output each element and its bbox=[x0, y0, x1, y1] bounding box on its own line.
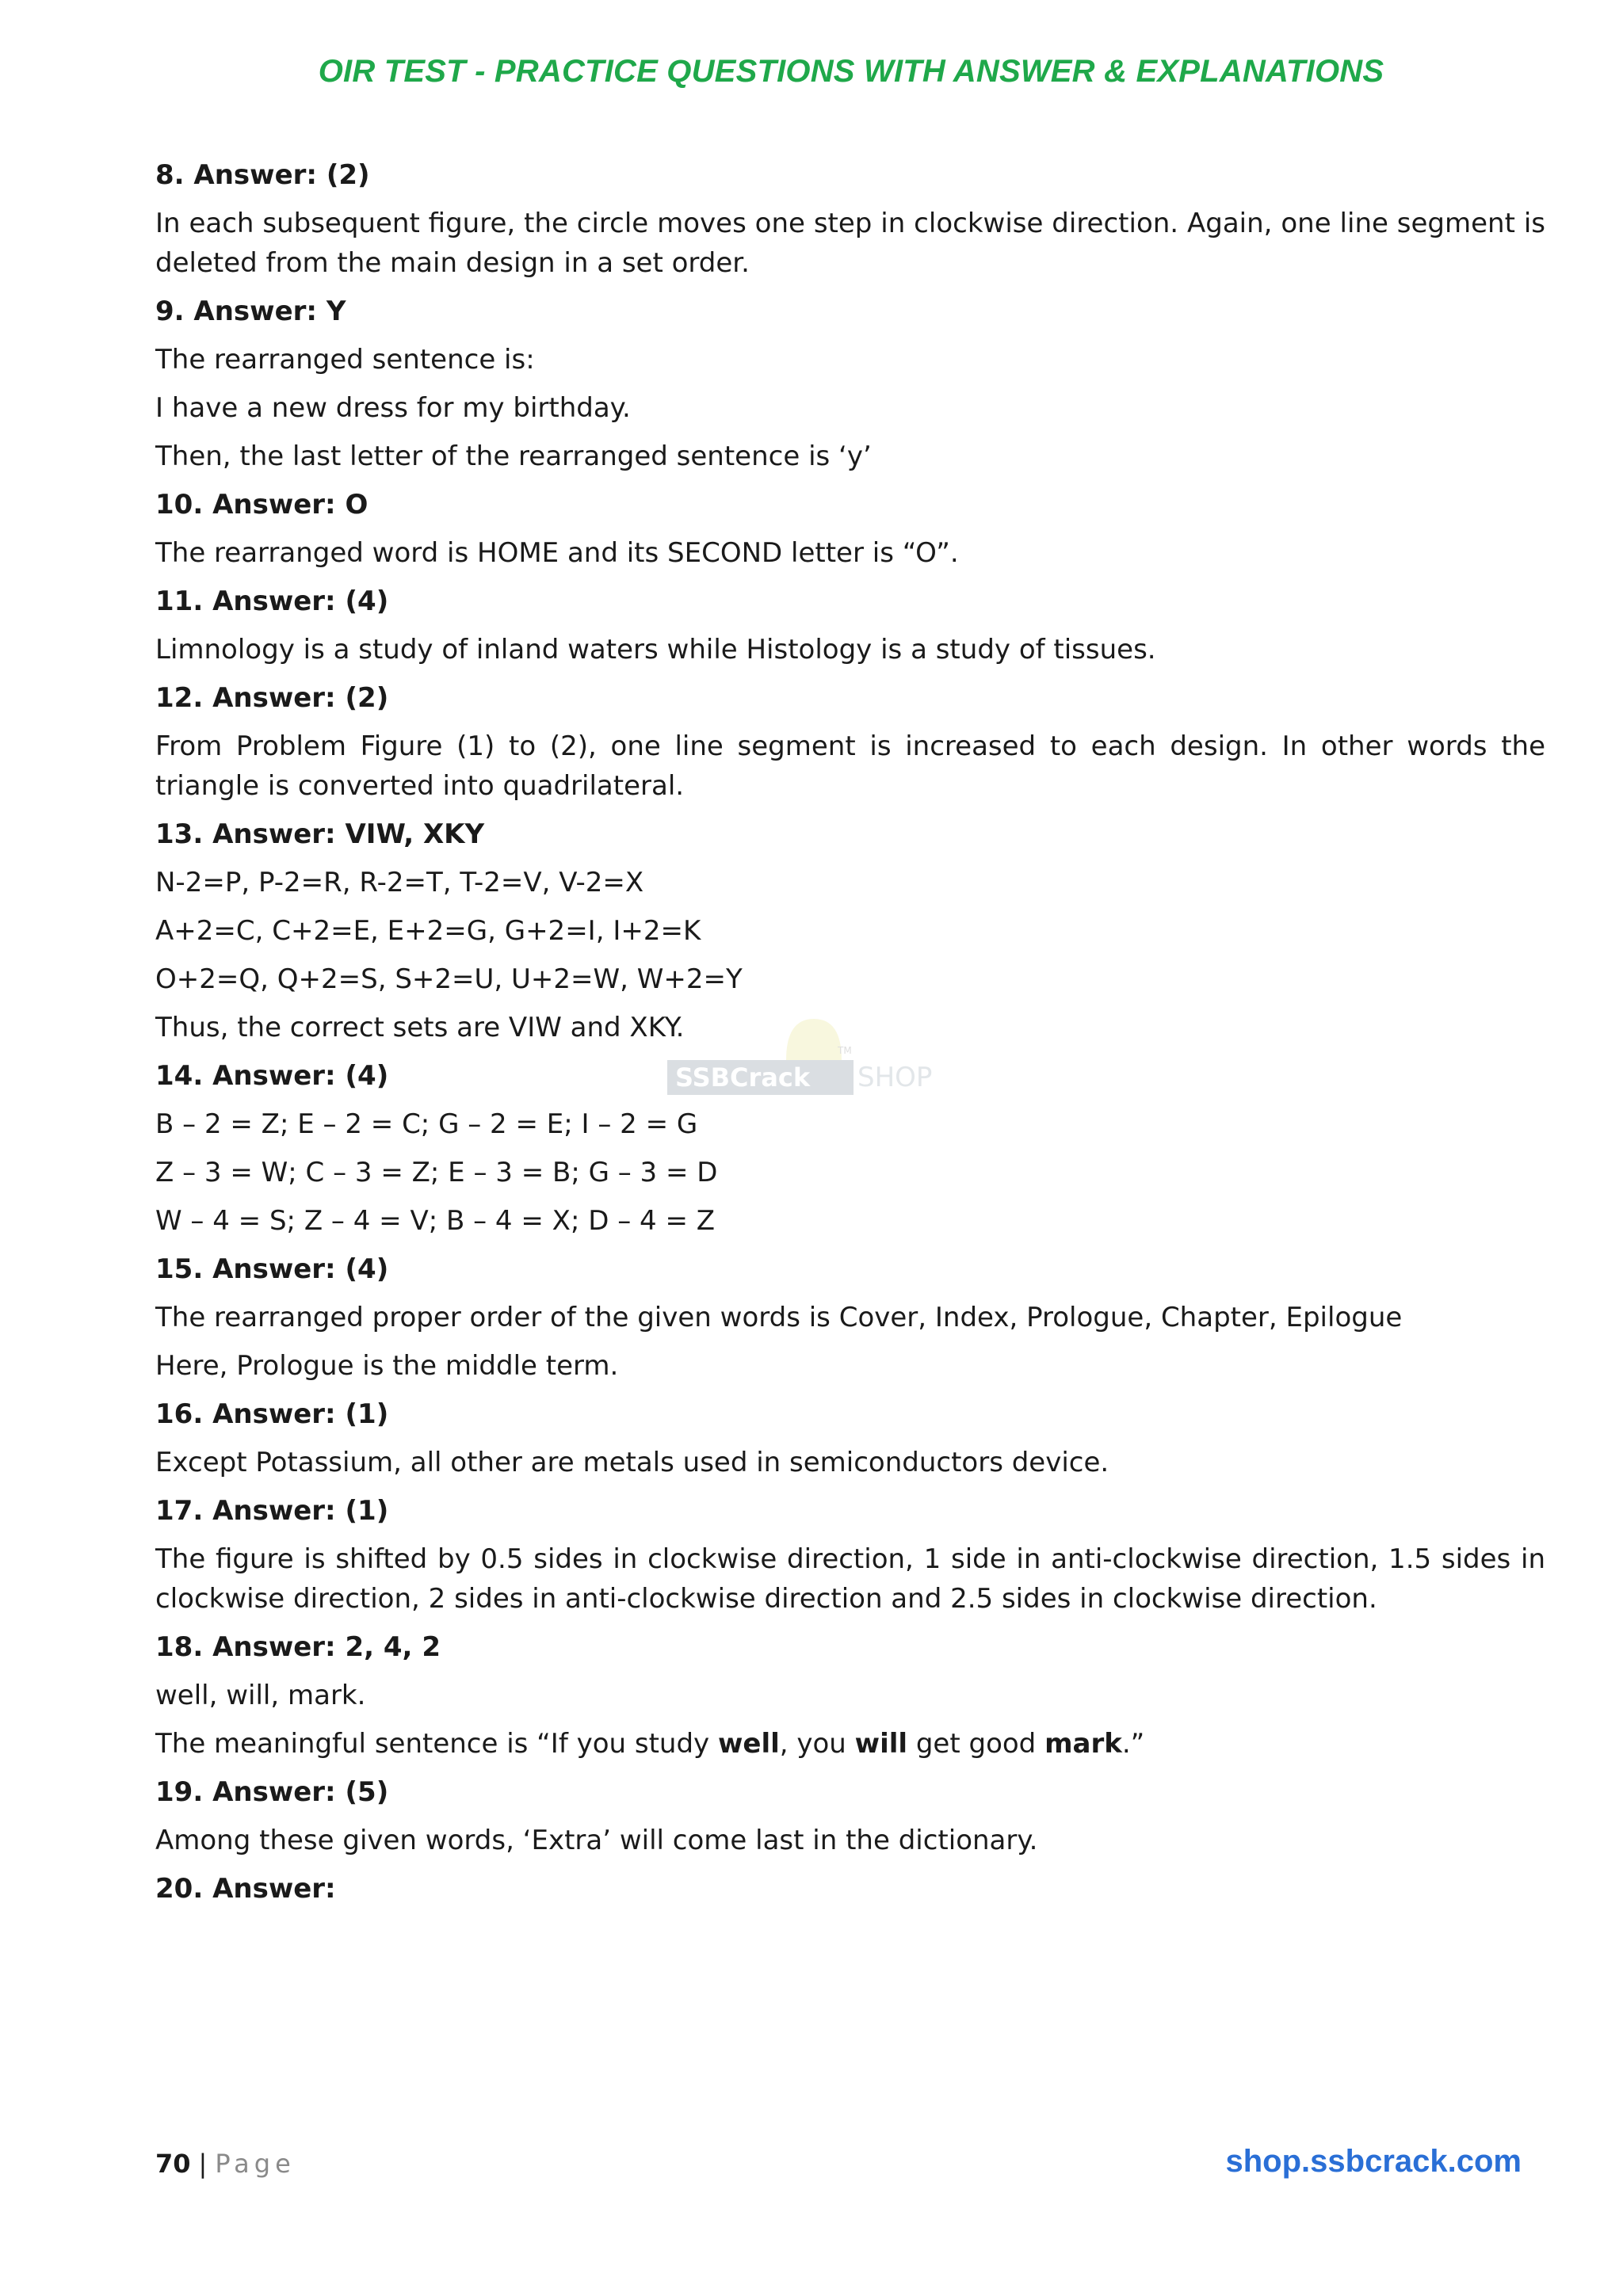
bold-keyword: well bbox=[717, 1728, 780, 1760]
sentence-fragment: get good bbox=[907, 1728, 1045, 1760]
page-number: 70 bbox=[155, 2149, 191, 2179]
answer-explanation-line: Then, the last letter of the rearranged sentence is ‘y’ bbox=[155, 441, 872, 472]
sentence-fragment: .” bbox=[1121, 1728, 1145, 1760]
page-separator: | bbox=[198, 2149, 208, 2179]
answer-heading: 17. Answer: (1) bbox=[155, 1495, 389, 1527]
answer-heading: 15. Answer: (4) bbox=[155, 1253, 389, 1285]
answer-heading: 11. Answer: (4) bbox=[155, 585, 389, 617]
page-number-footer bbox=[155, 2149, 296, 2179]
watermark-ssbcrack-text: SSBCrack bbox=[675, 1062, 811, 1093]
sentence-fragment: The meaningful sentence is “If you study bbox=[155, 1728, 718, 1760]
answer-explanation-line: B – 2 = Z; E – 2 = C; G – 2 = E; I – 2 = G bbox=[155, 1108, 698, 1140]
ssbcrack-shop-watermark bbox=[667, 1005, 953, 1116]
answer-explanation-line: The figure is shifted by 0.5 sides in clockwise direction, 1 side in anti-clockwise direction, 1.5 sides in clockwise direction, 2 sides in anti-clockwise direction and 2.5 sides in clockwise direction. bbox=[155, 1543, 1545, 1615]
answer-explanation-line: O+2=Q, Q+2=S, S+2=U, U+2=W, W+2=Y bbox=[155, 963, 743, 995]
answer-explanation-line: I have a new dress for my birthday. bbox=[155, 392, 631, 424]
answer-heading: 14. Answer: (4) bbox=[155, 1060, 389, 1092]
answer-heading: 8. Answer: (2) bbox=[155, 159, 370, 191]
answer-explanation-line: N-2=P, P-2=R, R-2=T, T-2=V, V-2=X bbox=[155, 867, 644, 898]
answer-heading: 16. Answer: (1) bbox=[155, 1398, 389, 1430]
answer-explanation-line: Except Potassium, all other are metals used in semiconductors device. bbox=[155, 1447, 1109, 1478]
watermark-lamp-icon bbox=[786, 1019, 842, 1060]
answer-heading: 19. Answer: (5) bbox=[155, 1776, 389, 1808]
answer-explanation-line: Here, Prologue is the middle term. bbox=[155, 1350, 619, 1382]
sentence-fragment: , you bbox=[779, 1728, 855, 1760]
answer-heading: 12. Answer: (2) bbox=[155, 682, 389, 714]
answer-explanation-line: The rearranged sentence is: bbox=[155, 344, 535, 376]
answer-explanation-line: The rearranged word is HOME and its SECOND letter is “O”. bbox=[155, 537, 959, 569]
answer-explanation-line: A+2=C, C+2=E, E+2=G, G+2=I, I+2=K bbox=[155, 915, 701, 947]
answer-explanation-line: Z – 3 = W; C – 3 = Z; E – 3 = B; G – 3 = D bbox=[155, 1157, 718, 1188]
answer-explanation-line: In each subsequent figure, the circle moves one step in clockwise direction. Again, one line segment is deleted from the main design in a set order. bbox=[155, 208, 1545, 279]
answer-explanation-line: W – 4 = S; Z – 4 = V; B – 4 = X; D – 4 = Z bbox=[155, 1205, 716, 1237]
answer-heading: 13. Answer: VIW, XKY bbox=[155, 818, 485, 850]
watermark-tm-text: TM bbox=[838, 1045, 852, 1056]
bold-keyword: will bbox=[854, 1728, 908, 1760]
answer-heading: 20. Answer: bbox=[155, 1873, 336, 1905]
answer-explanation-line: The rearranged proper order of the given words is Cover, Index, Prologue, Chapter, Epilogue bbox=[155, 1302, 1403, 1333]
answer-heading: 9. Answer: Y bbox=[155, 296, 346, 327]
answer-explanation-line: Thus, the correct sets are VIW and XKY. bbox=[155, 1012, 685, 1043]
answer-explanation-line: Limnology is a study of inland waters while Histology is a study of tissues. bbox=[155, 634, 1156, 666]
answer-explanation-line: Among these given words, ‘Extra’ will come last in the dictionary. bbox=[155, 1825, 1038, 1856]
answer-heading: 10. Answer: O bbox=[155, 489, 369, 521]
meaningful-sentence-line bbox=[155, 1724, 1545, 1764]
answer-explanation-line: well, will, mark. bbox=[155, 1680, 366, 1711]
bold-keyword: mark bbox=[1044, 1728, 1122, 1760]
page-label: Page bbox=[215, 2149, 296, 2179]
answer-heading: 18. Answer: 2, 4, 2 bbox=[155, 1631, 441, 1663]
footer-website-link[interactable]: shop.ssbcrack.com bbox=[1225, 2144, 1522, 2179]
watermark-shop-text: SHOP bbox=[857, 1062, 933, 1093]
answer-explanation-line: From Problem Figure (1) to (2), one line segment is increased to each design. In other words the triangle is converted into quadrilateral. bbox=[155, 730, 1545, 802]
page-header-title: OIR TEST - PRACTICE QUESTIONS WITH ANSWER & EXPLANATIONS bbox=[318, 54, 1384, 89]
